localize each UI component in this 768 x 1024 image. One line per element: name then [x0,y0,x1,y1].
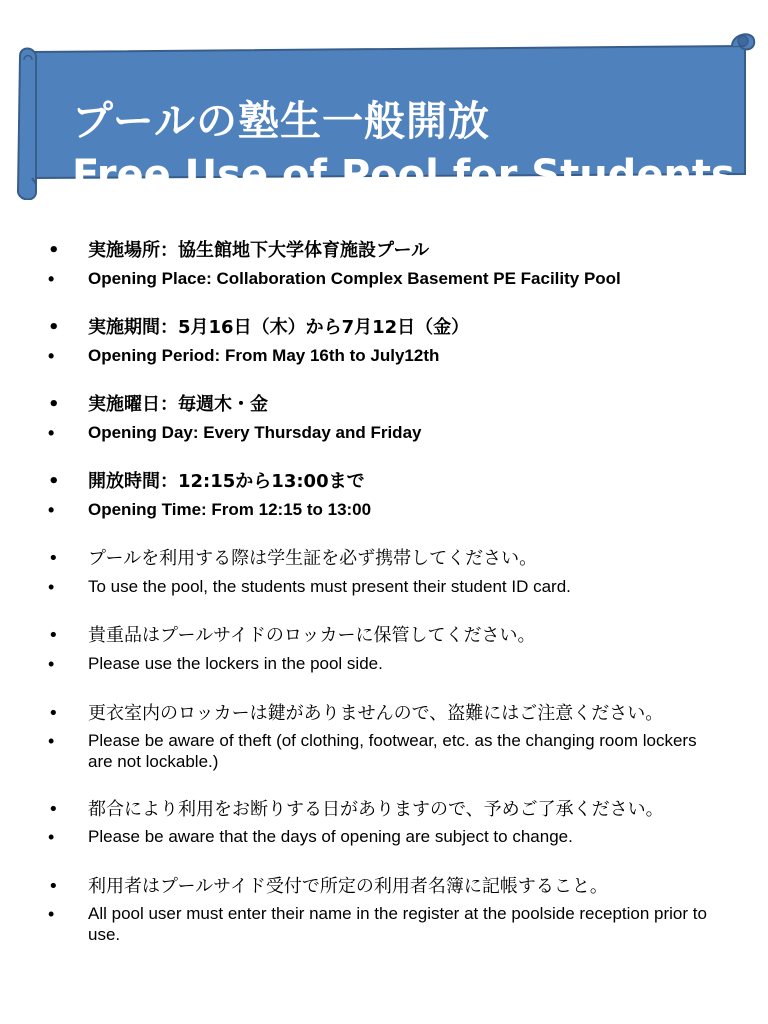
item-japanese: 貴重品はプールサイドのロッカーに保管してください。 [88,625,536,646]
bullet-icon: • [48,703,59,724]
item-english: To use the pool, the students must present their student ID card. [88,577,571,596]
bullet-icon: • [48,625,59,646]
item-english: Please be aware that the days of opening are subject to change. [88,827,573,846]
bullet-icon: • [48,731,55,751]
bullet-icon: • [48,827,55,847]
title-banner [10,26,758,200]
banner-title-japanese: プールの塾生一般開放 [72,97,490,145]
bullet-icon: • [48,394,60,415]
bullet-icon: • [48,876,59,897]
item-japanese: プールを利用する際は学生証を必ず携帯してください。 [88,548,538,569]
bullet-icon: • [48,317,60,338]
bullet-icon: • [48,500,55,520]
item-japanese: 実施曜日：毎週木・金 [88,394,268,415]
item-japanese: 実施期間：5月16日（木）から7月12日（金） [88,317,470,338]
item-english: Please use the lockers in the pool side. [88,654,383,673]
item-english: Opening Period: From May 16th to July12th [88,346,440,365]
item-japanese: 実施場所：協生館地下大学体育施設プール [88,240,430,261]
item-english: Opening Day: Every Thursday and Friday [88,423,422,442]
item-japanese: 更衣室内のロッカーは鍵がありませんので、盗難にはご注意ください。 [88,703,664,724]
bullet-icon: • [48,904,55,924]
bullet-icon: • [48,548,59,569]
banner-title-english: Free Use of Pool for Students [72,152,735,198]
bullet-icon: • [48,423,55,443]
item-japanese: 利用者はプールサイド受付で所定の利用者名簿に記帳すること。 [88,876,608,897]
item-english: Opening Place: Collaboration Complex Basement PE Facility Pool [88,269,621,288]
bullet-icon: • [48,240,60,261]
item-english: All pool user must enter their name in the register at the poolside reception prior to use. [88,904,707,944]
item-english: Opening Time: From 12:15 to 13:00 [88,500,372,519]
item-japanese: 都合により利用をお断りする日がありますので、予めご了承ください。 [88,799,664,820]
bullet-icon: • [48,577,55,597]
bullet-icon: • [48,269,55,289]
bullet-icon: • [48,471,60,492]
item-english: Please be aware of theft (of clothing, footwear, etc. as the changing room lockers are not lockable.) [88,731,697,771]
bullet-icon: • [48,799,59,820]
item-japanese: 開放時間：12:15から13:00まで [88,471,365,492]
bullet-icon: • [48,654,55,674]
bullet-icon: • [48,346,55,366]
